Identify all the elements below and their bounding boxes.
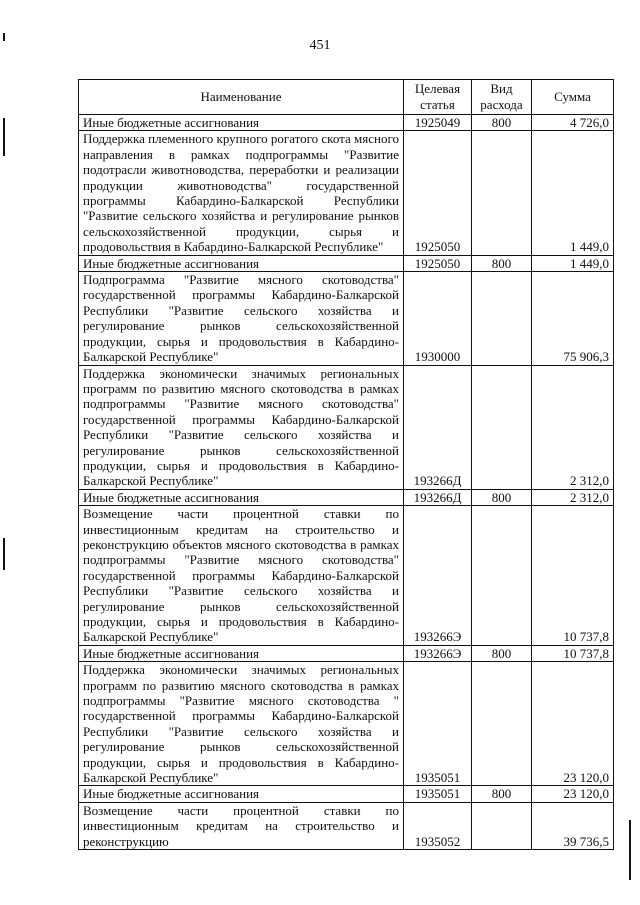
vid-cell bbox=[472, 506, 532, 646]
code-cell: 1935051 bbox=[404, 662, 472, 786]
name-cell: Поддержка экономически значимых региональных программ по развитию мясного скотоводства в рамках подпрограммы "Развитие мясного скотоводства " государственной программы Кабардино-Балкарской Республики "Развитие сельского хозяйства и регулирование рынков сельскохозяйственной продукции, сырья и продовольствия в Кабардино-Балкарской Республике" bbox=[79, 662, 404, 786]
page-number: 451 bbox=[309, 38, 331, 53]
vid-cell: 800 bbox=[472, 489, 532, 505]
header-vid: Вид расхода bbox=[472, 80, 532, 115]
name-cell: Возмещение части процентной ставки по инвестиционным кредитам на строительство и реконструкцию объектов мясного скотоводства в рамках подпрограммы "Развитие мясного скотоводства" государственной программы Кабардино-Балкарской Республики "Развитие сельского хозяйства и регулирование рынков сельскохозяйственной продукции, сырья и продовольствия в Кабардино-Балкарской Республике" bbox=[79, 506, 404, 646]
code-cell: 193266Д bbox=[404, 489, 472, 505]
code-cell: 1930000 bbox=[404, 272, 472, 365]
vid-cell: 800 bbox=[472, 786, 532, 802]
budget-table bbox=[78, 79, 614, 850]
name-cell: Иные бюджетные ассигнования bbox=[79, 489, 404, 505]
header-code: Целевая статья bbox=[404, 80, 472, 115]
vid-cell bbox=[472, 272, 532, 365]
vid-cell bbox=[472, 802, 532, 849]
name-cell: Возмещение части процентной ставки по инвестиционным кредитам на строительство и реконструкцию bbox=[79, 802, 404, 849]
table-row bbox=[79, 131, 614, 255]
sum-cell: 1 449,0 bbox=[532, 255, 614, 271]
name-cell: Поддержка экономически значимых региональных программ по развитию мясного скотоводства в рамках подпрограммы "Развитие мясного скотоводства" государственной программы Кабардино-Балкарской Республики "Развитие сельского хозяйства и регулирование рынков сельскохозяйственной продукции, сырья и продовольствия в Кабардино-Балкарской Республике" bbox=[79, 365, 404, 489]
vid-cell bbox=[472, 662, 532, 786]
name-cell: Поддержка племенного крупного рогатого скота мясного направления в рамках подпрограммы "Развитие подотрасли животноводства, переработки и реализации продукции животноводства" государственной программы Кабардино-Балкарской Республики "Развитие сельского хозяйства и регулирование рынков сельскохозяйственной продукции, сырья и продовольствия в Кабардино-Балкарской Республике" bbox=[79, 131, 404, 255]
code-cell: 1935052 bbox=[404, 802, 472, 849]
code-cell: 1935051 bbox=[404, 786, 472, 802]
vid-cell: 800 bbox=[472, 645, 532, 661]
code-cell: 193266Э bbox=[404, 506, 472, 646]
name-cell: Иные бюджетные ассигнования bbox=[79, 645, 404, 661]
scan-mark bbox=[3, 538, 5, 570]
sum-cell: 10 737,8 bbox=[532, 506, 614, 646]
table-row bbox=[79, 255, 614, 271]
vid-cell bbox=[472, 365, 532, 489]
scan-mark bbox=[629, 820, 631, 880]
table-row bbox=[79, 786, 614, 802]
code-cell: 193266Д bbox=[404, 365, 472, 489]
sum-cell: 10 737,8 bbox=[532, 645, 614, 661]
sum-cell: 39 736,5 bbox=[532, 802, 614, 849]
sum-cell: 23 120,0 bbox=[532, 662, 614, 786]
table-row bbox=[79, 115, 614, 131]
sum-cell: 2 312,0 bbox=[532, 489, 614, 505]
scan-mark bbox=[3, 118, 5, 156]
sum-cell: 1 449,0 bbox=[532, 131, 614, 255]
name-cell: Подпрограмма "Развитие мясного скотоводства" государственной программы Кабардино-Балкарской Республики "Развитие сельского хозяйства и регулирование рынков сельскохозяйственной продукции, сырья и продовольствия в Кабардино-Балкарской Республике" bbox=[79, 272, 404, 365]
vid-cell bbox=[472, 131, 532, 255]
code-cell: 193266Э bbox=[404, 645, 472, 661]
vid-cell: 800 bbox=[472, 255, 532, 271]
table-row bbox=[79, 802, 614, 849]
code-cell: 1925050 bbox=[404, 255, 472, 271]
table-row bbox=[79, 645, 614, 661]
table-row bbox=[79, 662, 614, 786]
vid-cell: 800 bbox=[472, 115, 532, 131]
code-cell: 1925049 bbox=[404, 115, 472, 131]
name-cell: Иные бюджетные ассигнования bbox=[79, 786, 404, 802]
table-row bbox=[79, 272, 614, 365]
table-row bbox=[79, 365, 614, 489]
sum-cell: 4 726,0 bbox=[532, 115, 614, 131]
sum-cell: 23 120,0 bbox=[532, 786, 614, 802]
name-cell: Иные бюджетные ассигнования bbox=[79, 115, 404, 131]
header-name: Наименование bbox=[79, 80, 404, 115]
table-row bbox=[79, 489, 614, 505]
table-header-row bbox=[79, 80, 614, 115]
sum-cell: 2 312,0 bbox=[532, 365, 614, 489]
table-row bbox=[79, 506, 614, 646]
header-sum: Сумма bbox=[532, 80, 614, 115]
code-cell: 1925050 bbox=[404, 131, 472, 255]
sum-cell: 75 906,3 bbox=[532, 272, 614, 365]
name-cell: Иные бюджетные ассигнования bbox=[79, 255, 404, 271]
